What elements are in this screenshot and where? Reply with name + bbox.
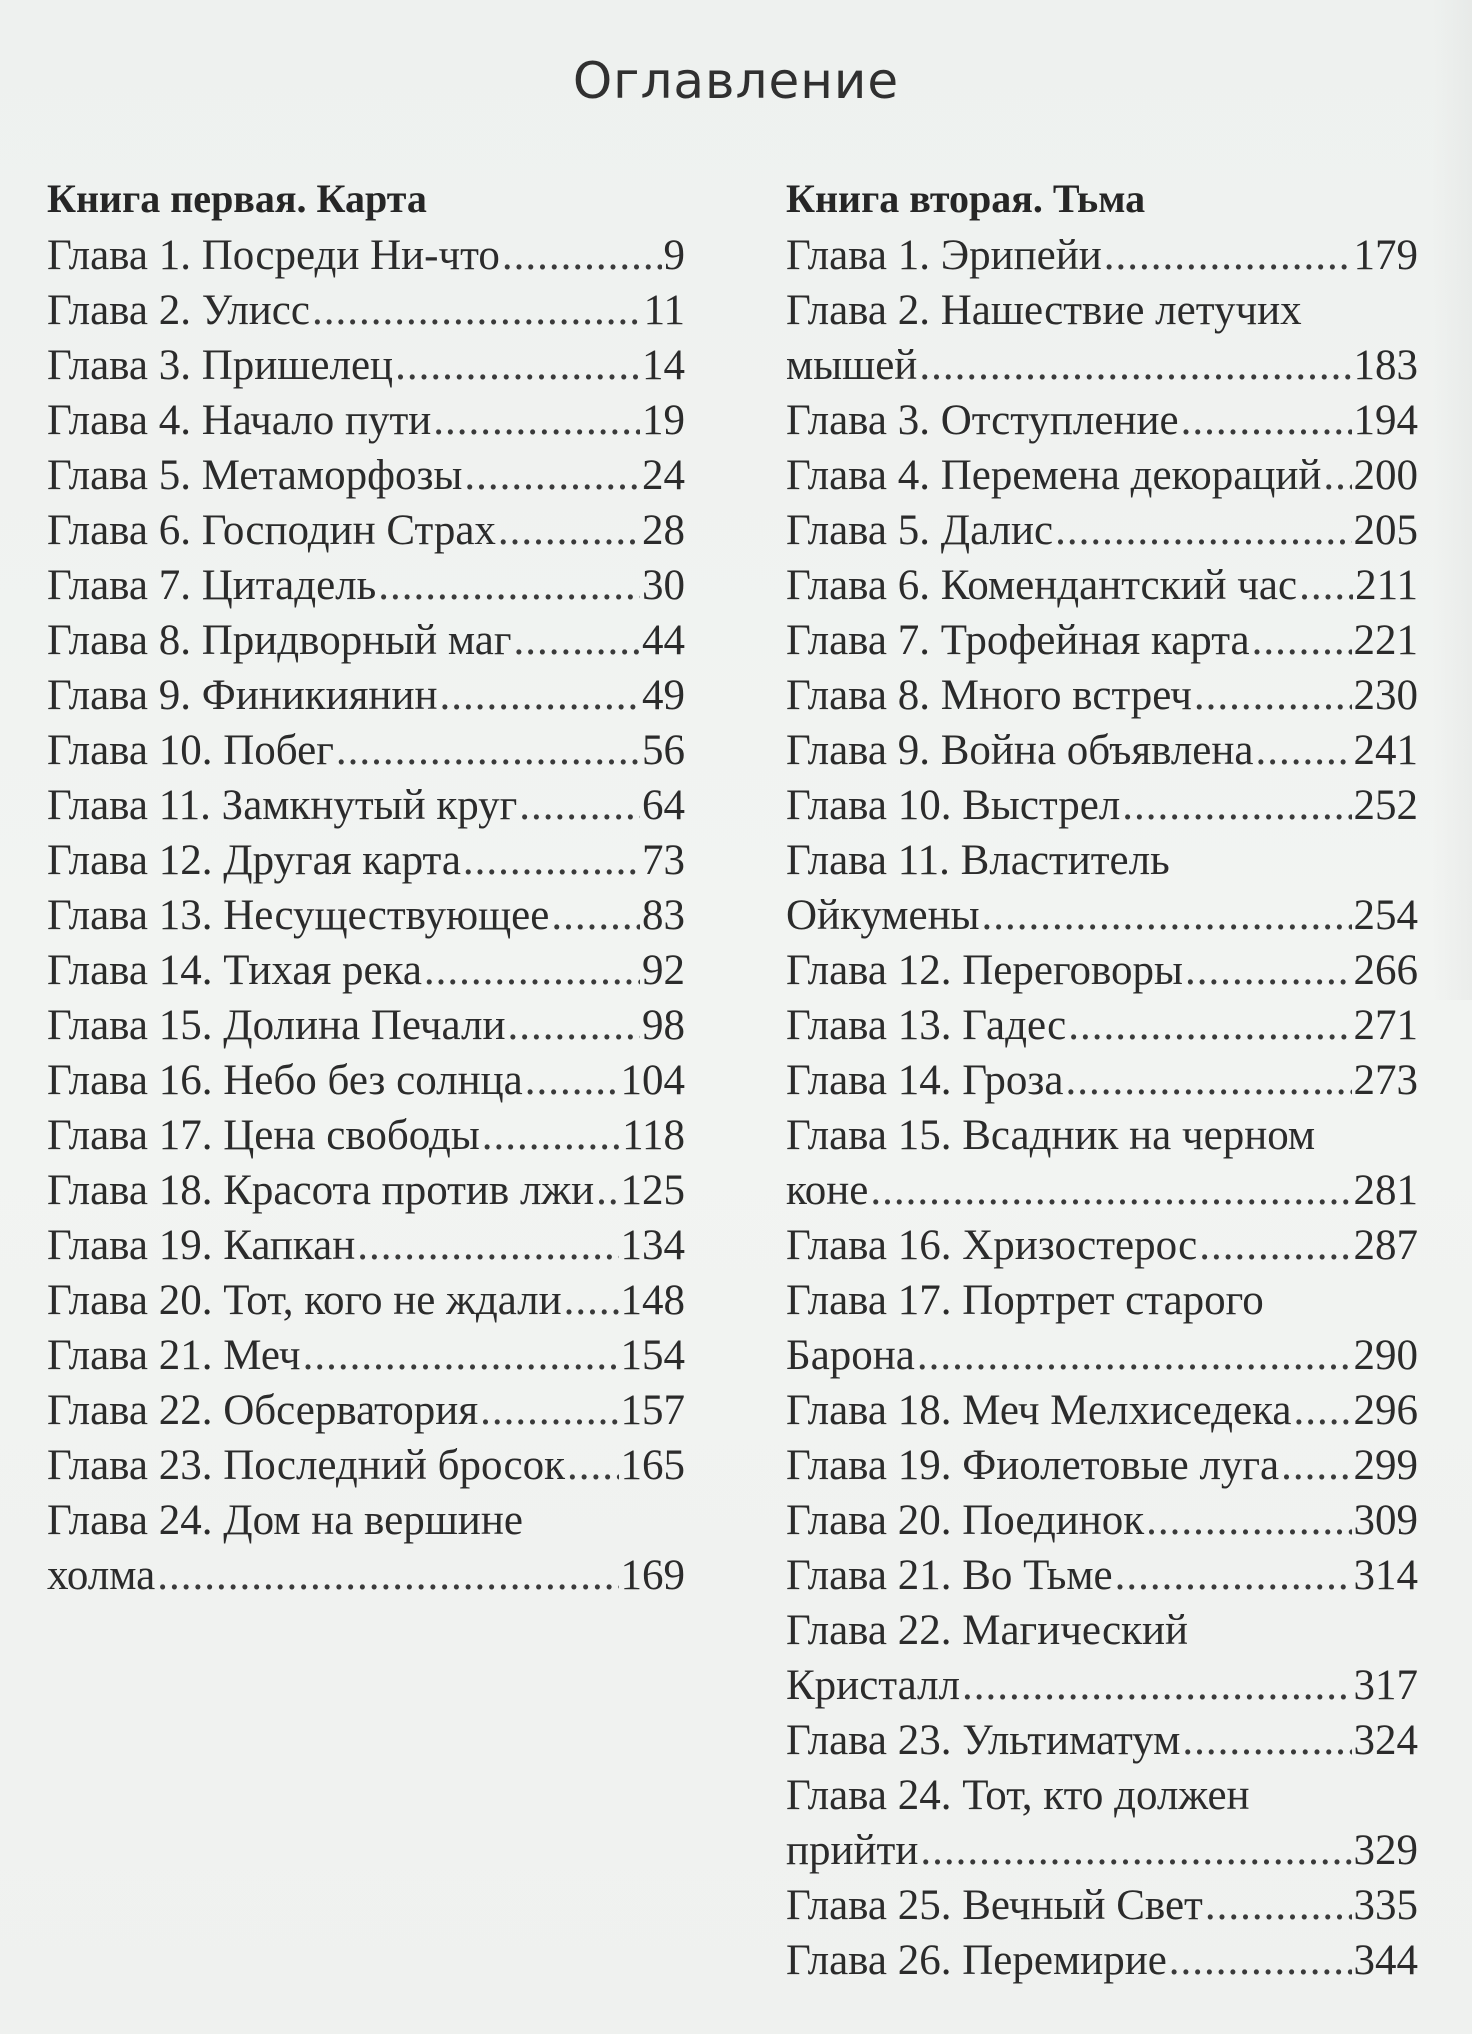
toc-entry (786, 1383, 1418, 1438)
toc-entry-title: Глава 23. Последний бросок (47, 1442, 566, 1489)
toc-page-number: 273 (1353, 1057, 1418, 1104)
toc-entry-title: Глава 5. Далис (786, 507, 1054, 554)
toc-entry (786, 1493, 1418, 1548)
dot-leader (1169, 1933, 1352, 1988)
toc-entry (47, 448, 685, 503)
toc-entry-title: Глава 6. Господин Страх (47, 507, 496, 554)
toc-entry-row (47, 723, 685, 778)
dot-leader (1185, 943, 1352, 998)
toc-entry (47, 1438, 685, 1493)
bleed-through-shadow (1432, 0, 1472, 1000)
toc-entry-row (786, 1163, 1418, 1218)
toc-entry-row (786, 888, 1418, 943)
toc-entry (786, 1603, 1418, 1713)
toc-entry-title: Глава 7. Цитадель (47, 562, 377, 609)
toc-entry (786, 998, 1418, 1053)
toc-page-number: 154 (620, 1332, 685, 1379)
toc-entry (47, 338, 685, 393)
toc-column-book-1 (47, 170, 685, 1603)
toc-entry-title: Глава 13. Гадес (786, 1002, 1067, 1049)
toc-entry-row (786, 1328, 1418, 1383)
toc-entry-row (47, 998, 685, 1053)
toc-entry (47, 1493, 685, 1603)
toc-entry-title: Глава 4. Начало пути (47, 397, 432, 444)
toc-entry-row (786, 338, 1418, 393)
toc-entry (47, 723, 685, 778)
toc-entry-title: Глава 18. Красота против лжи (47, 1167, 595, 1214)
toc-page-number: 296 (1353, 1387, 1418, 1434)
dot-leader (1252, 613, 1352, 668)
dot-leader (1146, 1493, 1351, 1548)
toc-entry-row (786, 1218, 1418, 1273)
toc-entry-row (47, 888, 685, 943)
toc-entry-title: холма (47, 1552, 156, 1599)
page-title: Оглавление (572, 52, 900, 110)
toc-entry-row (47, 943, 685, 998)
toc-entry-row (786, 393, 1418, 448)
toc-entry-title: Глава 9. Война объявлена (786, 727, 1254, 774)
toc-entry-row (786, 668, 1418, 723)
toc-entry-row (786, 1493, 1418, 1548)
toc-page-number: 266 (1353, 947, 1418, 994)
toc-entry (786, 1053, 1418, 1108)
toc-entry-row (786, 1823, 1418, 1878)
dot-leader (507, 998, 640, 1053)
dot-leader (1055, 503, 1351, 558)
dot-leader (1323, 448, 1351, 503)
toc-entry-list (786, 228, 1418, 1988)
toc-entry (47, 613, 685, 668)
dot-leader (567, 1438, 618, 1493)
dot-leader (1065, 1053, 1351, 1108)
toc-page-number: 287 (1353, 1222, 1418, 1269)
book-heading: Книга первая. Карта (47, 176, 427, 221)
toc-page-number: 134 (620, 1222, 685, 1269)
toc-page-number: 9 (663, 232, 685, 279)
toc-entry-row (47, 393, 685, 448)
toc-entry-row (786, 943, 1418, 998)
toc-page-number: 11 (643, 287, 685, 334)
dot-leader (564, 1273, 619, 1328)
toc-entry-title: Глава 14. Гроза (786, 1057, 1064, 1104)
toc-page-number: 314 (1353, 1552, 1418, 1599)
toc-entry-row (47, 503, 685, 558)
toc-entry (47, 503, 685, 558)
dot-leader (424, 943, 640, 998)
toc-entry-title-line: Глава 24. Дом на вершине (47, 1497, 523, 1544)
toc-entry-title: Глава 18. Меч Мелхиседека (786, 1387, 1292, 1434)
dot-leader (378, 558, 640, 613)
toc-page-number: 205 (1353, 507, 1418, 554)
toc-page-number: 309 (1353, 1497, 1418, 1544)
toc-entry-title: Барона (786, 1332, 915, 1379)
toc-entry-title: Глава 1. Эрипейи (786, 232, 1102, 279)
toc-entry (47, 1108, 685, 1163)
toc-page-number: 324 (1353, 1717, 1418, 1764)
toc-entry-title: коне (786, 1167, 869, 1214)
toc-entry-row (786, 998, 1418, 1053)
toc-page-number: 98 (642, 1002, 685, 1049)
toc-entry-title: Глава 13. Несуществующее (47, 892, 550, 939)
toc-entry (786, 558, 1418, 613)
dot-leader (1122, 778, 1351, 833)
toc-page-number: 165 (620, 1442, 685, 1489)
dot-leader (519, 778, 640, 833)
toc-entry (47, 1273, 685, 1328)
toc-page-number: 179 (1353, 232, 1418, 279)
toc-entry (786, 1768, 1418, 1878)
toc-page-number: 30 (642, 562, 685, 609)
dot-leader (1293, 1383, 1351, 1438)
toc-entry-row (47, 228, 685, 283)
toc-entry (47, 558, 685, 613)
dot-leader (502, 228, 662, 283)
toc-entry-title: Глава 19. Капкан (47, 1222, 356, 1269)
toc-page-number: 221 (1353, 617, 1418, 664)
dot-leader (433, 393, 640, 448)
toc-entry (47, 1328, 685, 1383)
toc-page-number: 44 (642, 617, 685, 664)
toc-entry-title-line: Глава 22. Магический (786, 1607, 1188, 1654)
toc-entry-title: Глава 2. Улисс (47, 287, 310, 334)
toc-entry-row (786, 778, 1418, 833)
toc-page-number: 241 (1353, 727, 1418, 774)
toc-entry (47, 943, 685, 998)
dot-leader (395, 338, 640, 393)
toc-column-book-2 (786, 170, 1418, 1988)
toc-entry (47, 283, 685, 338)
toc-page-number: 24 (642, 452, 685, 499)
toc-entry-row (47, 668, 685, 723)
toc-entry (786, 448, 1418, 503)
toc-entry-title: Глава 3. Пришелец (47, 342, 394, 389)
dot-leader (439, 668, 640, 723)
toc-page-number: 183 (1353, 342, 1418, 389)
dot-leader (1181, 393, 1352, 448)
dot-leader (1205, 1878, 1352, 1933)
dot-leader (157, 1548, 618, 1603)
toc-entry (786, 1273, 1418, 1383)
dot-leader (336, 723, 640, 778)
dot-leader (596, 1163, 618, 1218)
toc-entry-title: Глава 23. Ультиматум (786, 1717, 1181, 1764)
toc-entry (786, 1108, 1418, 1218)
book-heading: Книга вторая. Тьма (786, 176, 1146, 221)
toc-entry-title: Глава 10. Выстрел (786, 782, 1121, 829)
toc-entry-row (47, 1548, 685, 1603)
toc-entry-title: Глава 16. Небо без солнца (47, 1057, 523, 1104)
toc-entry (47, 668, 685, 723)
toc-entry-row (47, 778, 685, 833)
dot-leader (463, 833, 640, 888)
toc-entry-title: Глава 5. Метаморфозы (47, 452, 463, 499)
toc-page-number: 28 (642, 507, 685, 554)
toc-entry (47, 778, 685, 833)
toc-page-number: 290 (1353, 1332, 1418, 1379)
toc-entry-row (47, 833, 685, 888)
toc-entry-row (786, 1383, 1418, 1438)
toc-entry (47, 393, 685, 448)
dot-leader (1255, 723, 1351, 778)
toc-page-number: 118 (622, 1112, 685, 1159)
toc-entry (786, 228, 1418, 283)
toc-entry-title-line: Глава 17. Портрет старого (786, 1277, 1264, 1324)
toc-entry-title-line: Глава 24. Тот, кто должен (786, 1772, 1250, 1819)
toc-entry-title: Ойкумены (786, 892, 980, 939)
toc-entry (786, 1218, 1418, 1273)
dot-leader (920, 1823, 1351, 1878)
toc-entry (786, 668, 1418, 723)
toc-entry-row (786, 613, 1418, 668)
toc-entry-row (47, 1108, 685, 1163)
toc-page-number: 200 (1353, 452, 1418, 499)
toc-entry-title: Кристалл (786, 1662, 960, 1709)
toc-entry-list (47, 228, 685, 1603)
toc-entry-title-line: Глава 2. Нашествие летучих (786, 287, 1302, 334)
toc-page-number: 64 (642, 782, 685, 829)
toc-entry-row (47, 1328, 685, 1383)
toc-entry-title: Глава 10. Побег (47, 727, 334, 774)
toc-entry-row (47, 1273, 685, 1328)
toc-page-number: 83 (642, 892, 685, 939)
toc-entry-row (786, 723, 1418, 778)
toc-page-number: 104 (620, 1057, 685, 1104)
toc-page-number: 211 (1355, 562, 1418, 609)
toc-entry (47, 833, 685, 888)
toc-page-number: 14 (642, 342, 685, 389)
toc-page-number: 49 (642, 672, 685, 719)
toc-page-number: 56 (642, 727, 685, 774)
toc-entry (47, 1383, 685, 1438)
toc-entry-title: Глава 19. Фиолетовые луга (786, 1442, 1280, 1489)
toc-entry (47, 888, 685, 943)
toc-page-number: 335 (1353, 1882, 1418, 1929)
toc-entry-row (47, 558, 685, 613)
toc-entry-row (47, 613, 685, 668)
dot-leader (1299, 558, 1353, 613)
dot-leader (962, 1658, 1352, 1713)
toc-entry-row (786, 558, 1418, 613)
toc-entry-title: Глава 17. Цена свободы (47, 1112, 480, 1159)
toc-entry (786, 283, 1418, 393)
toc-entry-row (786, 228, 1418, 283)
dot-leader (551, 888, 640, 943)
toc-entry-row (47, 1383, 685, 1438)
toc-entry (786, 943, 1418, 998)
toc-entry-title: прийти (786, 1827, 919, 1874)
toc-entry (786, 833, 1418, 943)
toc-entry-title: Глава 3. Отступление (786, 397, 1179, 444)
dot-leader (312, 283, 642, 338)
toc-entry (786, 1438, 1418, 1493)
toc-entry-title: Глава 21. Во Тьме (786, 1552, 1113, 1599)
dot-leader (870, 1163, 1351, 1218)
dot-leader (917, 1328, 1352, 1383)
toc-entry (786, 1933, 1418, 1988)
toc-entry-title: Глава 4. Перемена декораций (786, 452, 1322, 499)
toc-page-number: 157 (620, 1387, 685, 1434)
toc-entry-title: Глава 25. Вечный Свет (786, 1882, 1203, 1929)
dot-leader (303, 1328, 619, 1383)
toc-entry (786, 613, 1418, 668)
toc-page-number: 230 (1353, 672, 1418, 719)
dot-leader (1194, 668, 1352, 723)
dot-leader (919, 338, 1351, 393)
toc-entry-row (786, 1658, 1418, 1713)
toc-entry-row (786, 1933, 1418, 1988)
toc-page-number: 344 (1353, 1937, 1418, 1984)
toc-entry-title: Глава 1. Посреди Ни-что (47, 232, 500, 279)
toc-entry (47, 1053, 685, 1108)
toc-entry-title: Глава 21. Меч (47, 1332, 301, 1379)
dot-leader (1104, 228, 1352, 283)
toc-entry-row (47, 283, 685, 338)
toc-entry-title: Глава 16. Хризостерос (786, 1222, 1198, 1269)
toc-entry-row (47, 448, 685, 503)
toc-entry-row (786, 1878, 1418, 1933)
toc-entry-row (786, 448, 1418, 503)
toc-page-number: 73 (642, 837, 685, 884)
toc-entry-title: Глава 12. Другая карта (47, 837, 461, 884)
toc-entry-row (786, 1438, 1418, 1493)
dot-leader (464, 448, 640, 503)
toc-entry-row (47, 1053, 685, 1108)
toc-entry-title: мышей (786, 342, 918, 389)
dot-leader (1115, 1548, 1352, 1603)
toc-page-number: 169 (620, 1552, 685, 1599)
toc-entry-title: Глава 15. Долина Печали (47, 1002, 506, 1049)
toc-entry (47, 1163, 685, 1218)
toc-entry (786, 1548, 1418, 1603)
toc-page-number: 92 (642, 947, 685, 994)
toc-entry-row (47, 1163, 685, 1218)
toc-entry-title-line: Глава 11. Властитель (786, 837, 1170, 884)
toc-entry-title-line: Глава 15. Всадник на черном (786, 1112, 1316, 1159)
toc-entry (786, 1878, 1418, 1933)
toc-entry (786, 503, 1418, 558)
toc-entry-row (47, 338, 685, 393)
toc-page-number: 271 (1353, 1002, 1418, 1049)
dot-leader (498, 503, 640, 558)
toc-entry-title: Глава 8. Придворный маг (47, 617, 512, 664)
toc-page-number: 281 (1353, 1167, 1418, 1214)
dot-leader (1199, 1218, 1351, 1273)
toc-page-number: 19 (642, 397, 685, 444)
toc-page-number: 329 (1353, 1827, 1418, 1874)
toc-entry-title: Глава 7. Трофейная карта (786, 617, 1250, 664)
toc-entry (786, 393, 1418, 448)
toc-entry-row (786, 1713, 1418, 1768)
toc-page-number: 299 (1353, 1442, 1418, 1489)
toc-entry-title: Глава 12. Переговоры (786, 947, 1183, 994)
toc-entry-row (47, 1218, 685, 1273)
toc-entry (47, 228, 685, 283)
toc-entry-row (786, 1053, 1418, 1108)
toc-entry-title: Глава 20. Поединок (786, 1497, 1145, 1544)
toc-entry-row (786, 503, 1418, 558)
toc-entry-row (47, 1438, 685, 1493)
toc-entry-title: Глава 8. Много встреч (786, 672, 1192, 719)
dot-leader (357, 1218, 618, 1273)
dot-leader (482, 1108, 620, 1163)
dot-leader (480, 1383, 618, 1438)
toc-page-number: 148 (620, 1277, 685, 1324)
toc-entry-title: Глава 20. Тот, кого не ждали (47, 1277, 562, 1324)
toc-entry (786, 723, 1418, 778)
dot-leader (514, 613, 641, 668)
dot-leader (1281, 1438, 1351, 1493)
toc-entry-title: Глава 6. Комендантский час (786, 562, 1298, 609)
dot-leader (525, 1053, 619, 1108)
dot-leader (1182, 1713, 1351, 1768)
toc-entry (47, 1218, 685, 1273)
toc-page-number: 125 (620, 1167, 685, 1214)
toc-entry (47, 998, 685, 1053)
toc-entry-title: Глава 11. Замкнутый круг (47, 782, 518, 829)
toc-page-number: 252 (1353, 782, 1418, 829)
toc-entry-title: Глава 14. Тихая река (47, 947, 422, 994)
toc-page-number: 194 (1353, 397, 1418, 444)
toc-page-number: 317 (1353, 1662, 1418, 1709)
toc-entry (786, 778, 1418, 833)
toc-entry (786, 1713, 1418, 1768)
toc-entry-title: Глава 22. Обсерватория (47, 1387, 479, 1434)
toc-entry-row (786, 1548, 1418, 1603)
toc-page-number: 254 (1353, 892, 1418, 939)
dot-leader (1068, 998, 1351, 1053)
dot-leader (981, 888, 1351, 943)
toc-entry-title: Глава 26. Перемирие (786, 1937, 1167, 1984)
toc-entry-title: Глава 9. Финикиянин (47, 672, 438, 719)
